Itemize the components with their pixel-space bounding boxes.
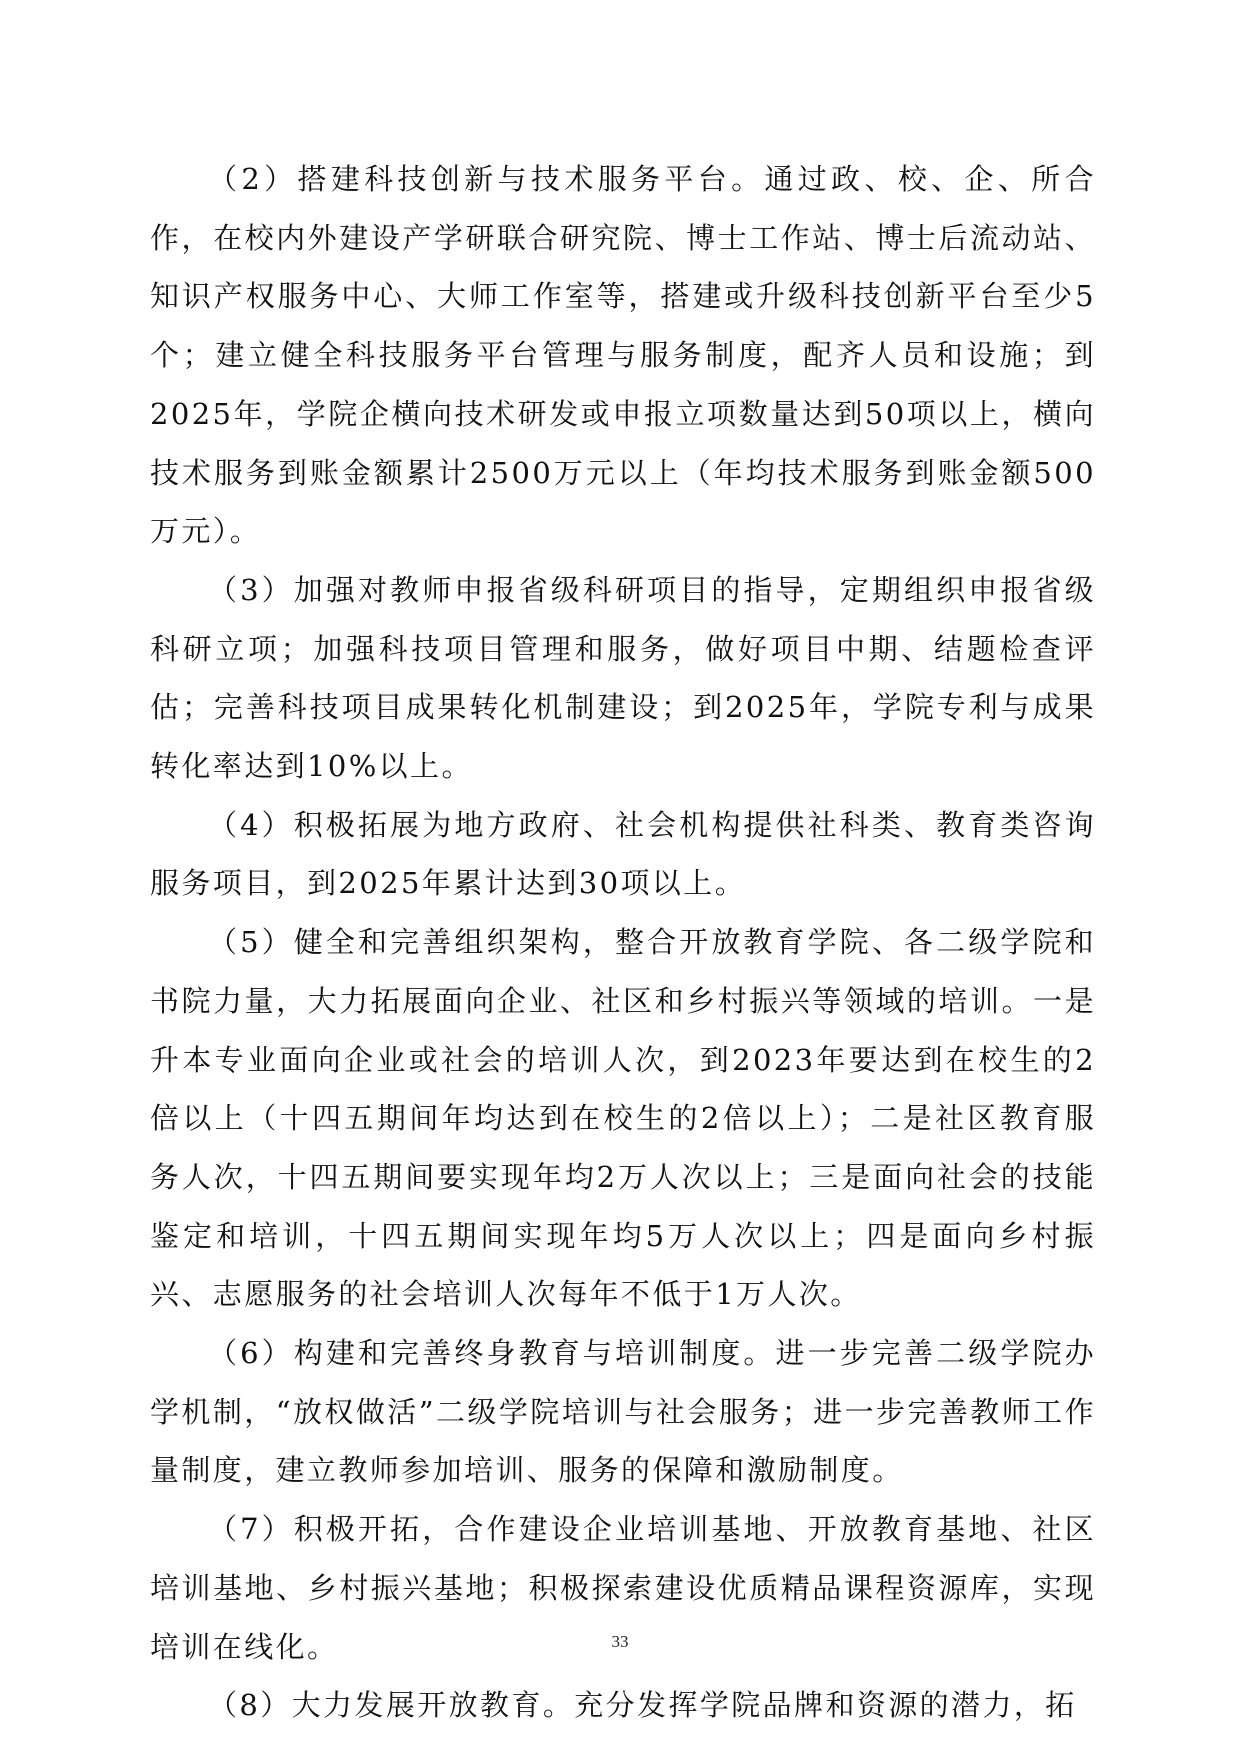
paragraph-item-2: （2）搭建科技创新与技术服务平台。通过政、校、企、所合作，在校内外建设产学研联合研究院、博士工作站、博士后流动站、知识产权服务中心、大师工作室等，搭建或升级科技创新平台至少5个；建立健全科技服务平台管理与服务制度，配齐人员和设施；到2025年，学院企横向技术研发或申报立项数量达到50项以上，横向技术服务到账金额累计2500万元以上（年均技术服务到账金额500万元）。 (150, 162, 1096, 549)
body-text (150, 150, 1096, 1735)
paragraph-item-8: （8）大力发展开放教育。充分发挥学院品牌和资源的潜力，拓 (208, 1688, 1077, 1723)
paragraph-item-4: （4）积极拓展为地方政府、社会机构提供社科类、教育类咨询服务项目，到2025年累计达到30项以上。 (150, 807, 1096, 901)
page-number: 33 (611, 1632, 629, 1651)
paragraph-item-3: （3）加强对教师申报省级科研项目的指导，定期组织申报省级科研立项；加强科技项目管理和服务，做好项目中期、结题检查评估；完善科技项目成果转化机制建设；到2025年，学院专利与成果转化率达到10%以上。 (150, 572, 1096, 784)
paragraph-item-5: （5）健全和完善组织架构，整合开放教育学院、各二级学院和书院力量，大力拓展面向企业、社区和乡村振兴等领域的培训。一是升本专业面向企业或社会的培训人次，到2023年要达到在校生的2倍以上（十四五期间年均达到在校生的2倍以上）；二是社区教育服务人次，十四五期间要实现年均2万人次以上；三是面向社会的技能鉴定和培训，十四五期间实现年均5万人次以上；四是面向乡村振兴、志愿服务的社会培训人次每年不低于1万人次。 (150, 925, 1096, 1312)
paragraph-item-6: （6）构建和完善终身教育与培训制度。进一步完善二级学院办学机制，“放权做活”二级学院培训与社会服务；进一步完善教师工作量制度，建立教师参加培训、服务的保障和激励制度。 (150, 1336, 1096, 1488)
paragraph-item-7: （7）积极开拓，合作建设企业培训基地、开放教育基地、社区培训基地、乡村振兴基地；积极探索建设优质精品课程资源库，实现培训在线化。 (150, 1512, 1096, 1664)
